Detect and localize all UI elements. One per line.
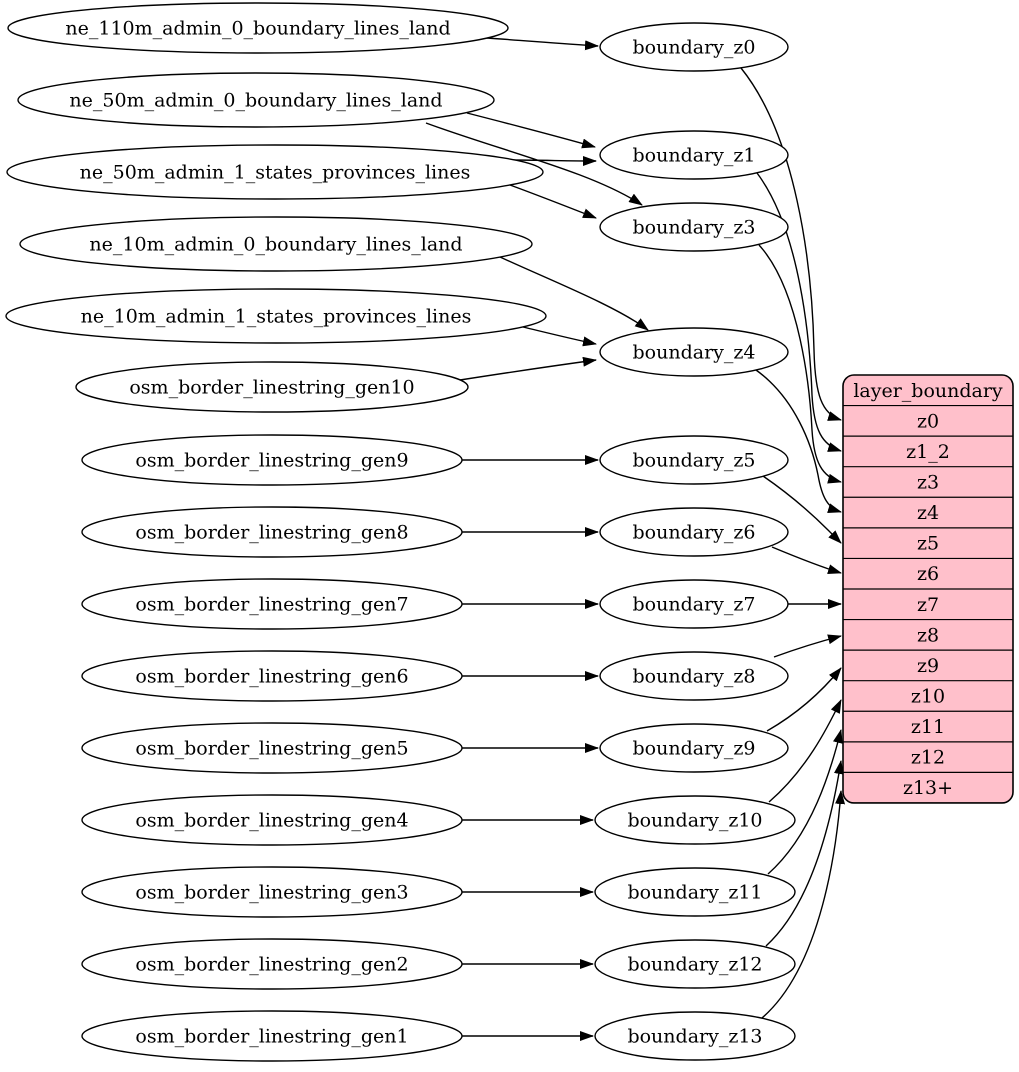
layer-row-label: z5 — [916, 532, 940, 555]
node-boundary-z4 — [600, 328, 788, 376]
node-osm-border-linestring-gen1 — [82, 1011, 462, 1061]
edge-boundary-z8-to-layer-boundary-z8 — [774, 636, 841, 657]
node-boundary-z3 — [600, 203, 788, 251]
node-osm-border-linestring-gen4 — [82, 795, 462, 845]
node-label: boundary_z6 — [632, 521, 756, 544]
edge-ne-50m-admin-1-states-provinces-lines-to-boundary-z3 — [510, 185, 596, 218]
node-label: osm_border_linestring_gen7 — [135, 593, 409, 616]
node-osm-border-linestring-gen5 — [82, 723, 462, 773]
node-label: osm_border_linestring_gen6 — [135, 665, 409, 688]
edge-ne-110m-admin-0-boundary-lines-land-to-boundary-z0 — [487, 38, 598, 46]
node-boundary-z11 — [595, 868, 795, 916]
node-ne-10m-admin-1-states-provinces-lines — [6, 289, 546, 343]
edge-boundary-z4-to-layer-boundary-z4 — [756, 370, 841, 512]
layer-row-label: z13+ — [902, 777, 954, 800]
node-label: osm_border_linestring_gen1 — [135, 1025, 409, 1048]
node-ne-50m-admin-1-states-provinces-lines — [7, 145, 543, 199]
layer-row-label: z12 — [910, 746, 946, 769]
layer-row-label: z6 — [916, 563, 940, 586]
node-label: ne_110m_admin_0_boundary_lines_land — [65, 17, 451, 40]
layer-row-label: z1_2 — [906, 440, 950, 463]
node-osm-border-linestring-gen8 — [82, 507, 462, 557]
nodes-layer — [6, 3, 795, 1061]
node-boundary-z6 — [600, 508, 788, 556]
node-boundary-z5 — [600, 436, 788, 484]
node-label: ne_10m_admin_1_states_provinces_lines — [80, 305, 472, 328]
node-label: osm_border_linestring_gen2 — [135, 953, 409, 976]
node-label: ne_50m_admin_1_states_provinces_lines — [79, 161, 471, 184]
node-label: boundary_z5 — [632, 449, 756, 472]
node-osm-border-linestring-gen9 — [82, 435, 462, 485]
node-boundary-z13 — [595, 1012, 795, 1060]
node-osm-border-linestring-gen3 — [82, 867, 462, 917]
layer-row-label: z3 — [916, 471, 940, 494]
layer-row-label: z10 — [910, 685, 946, 708]
layer-row-label: z4 — [916, 502, 940, 525]
edge-ne-50m-admin-0-boundary-lines-land-to-boundary-z1 — [467, 113, 595, 147]
edge-osm-border-linestring-gen10-to-boundary-z4 — [460, 360, 596, 380]
node-label: osm_border_linestring_gen10 — [129, 376, 415, 399]
node-boundary-z10 — [595, 796, 795, 844]
node-label: osm_border_linestring_gen9 — [135, 449, 409, 472]
node-label: ne_10m_admin_0_boundary_lines_land — [89, 233, 463, 256]
layer-table-title: layer_boundary — [853, 379, 1003, 402]
layer-row-label: z9 — [916, 654, 940, 677]
node-boundary-z9 — [600, 724, 788, 772]
node-osm-border-linestring-gen10 — [76, 362, 468, 412]
node-label: osm_border_linestring_gen3 — [135, 881, 409, 904]
layer-row-label: z7 — [916, 593, 940, 616]
node-label: osm_border_linestring_gen4 — [135, 809, 409, 832]
layer-row-label: z8 — [916, 624, 940, 647]
node-label: boundary_z1 — [632, 144, 756, 167]
node-ne-50m-admin-0-boundary-lines-land — [18, 73, 494, 127]
node-label: boundary_z12 — [627, 953, 763, 976]
edge-ne-10m-admin-1-states-provinces-lines-to-boundary-z4 — [523, 327, 596, 344]
node-osm-border-linestring-gen6 — [82, 651, 462, 701]
node-label: boundary_z9 — [632, 737, 756, 760]
node-ne-10m-admin-0-boundary-lines-land — [20, 217, 532, 271]
node-label: osm_border_linestring_gen5 — [135, 737, 409, 760]
node-label: boundary_z4 — [632, 341, 756, 364]
node-label: boundary_z13 — [627, 1025, 763, 1048]
layer-row-label: z11 — [910, 716, 946, 739]
node-ne-110m-admin-0-boundary-lines-land — [8, 3, 508, 53]
edge-ne-50m-admin-1-states-provinces-lines-to-boundary-z1 — [510, 160, 596, 161]
node-boundary-z1 — [600, 131, 788, 179]
node-label: boundary_z7 — [632, 593, 756, 616]
node-osm-border-linestring-gen2 — [82, 939, 462, 989]
node-boundary-z8 — [600, 652, 788, 700]
node-label: boundary_z11 — [627, 881, 763, 904]
node-label: boundary_z3 — [632, 216, 756, 239]
node-boundary-z7 — [600, 580, 788, 628]
layer-row-label: z0 — [916, 410, 940, 433]
edge-boundary-z6-to-layer-boundary-z6 — [772, 547, 841, 573]
layer-table-layer-boundary — [843, 375, 1013, 803]
node-label: osm_border_linestring_gen8 — [135, 521, 409, 544]
node-label: boundary_z10 — [627, 809, 763, 832]
node-osm-border-linestring-gen7 — [82, 579, 462, 629]
node-boundary-z0 — [600, 23, 788, 71]
node-label: boundary_z8 — [632, 665, 756, 688]
node-label: boundary_z0 — [632, 36, 756, 59]
node-label: ne_50m_admin_0_boundary_lines_land — [69, 89, 443, 112]
table-layer — [843, 375, 1013, 803]
node-boundary-z12 — [595, 940, 795, 988]
edge-boundary-z12-to-layer-boundary-z12 — [766, 761, 841, 946]
